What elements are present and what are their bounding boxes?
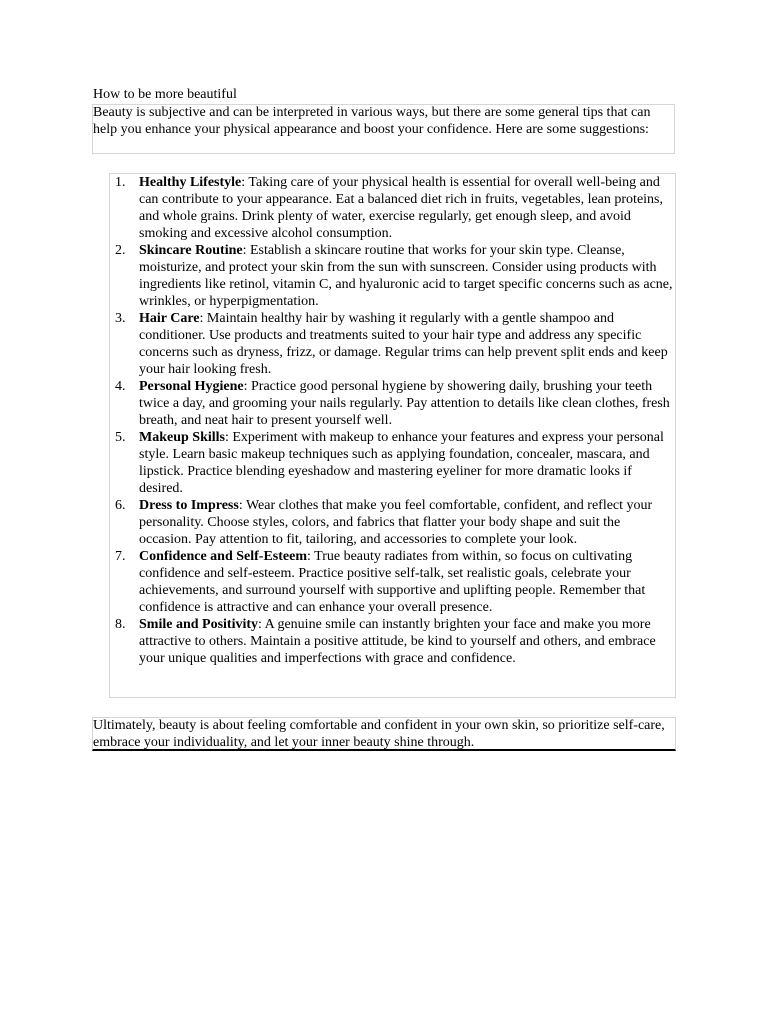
list-item <box>110 310 676 378</box>
list-item-body: : Maintain healthy hair by washing it regularly with a gentle shampoo and conditioner. Use products and treatments suited to your hair type and address any specific concerns such as dryness, frizz, or damage. Regular trims can help prevent split ends and keep your hair looking fresh. <box>139 311 668 377</box>
list-item-number: 7. <box>115 549 126 564</box>
list-item-heading: Healthy Lifestyle <box>139 175 242 190</box>
list-item-heading: Confidence and Self-Esteem <box>139 549 307 564</box>
tips-list <box>110 174 676 667</box>
list-item-heading: Smile and Positivity <box>139 617 259 632</box>
list-item-number: 3. <box>115 311 126 326</box>
list-item <box>110 497 676 548</box>
list-item-body: : True beauty radiates from within, so focus on cultivating confidence and self-esteem. Practice positive self-talk, set realistic goals, celebrate your achievements, and surround yourself with supportive and uplifting people. Remember that confidence is attractive and can enhance your overall presence. <box>139 549 646 615</box>
list-item <box>110 429 676 497</box>
list-item-body: : Practice good personal hygiene by showering daily, brushing your teeth twice a day, and grooming your nails regularly. Pay attention to details like clean clothes, fresh breath, and neat hair to present yourself well. <box>139 379 670 428</box>
list-item-heading: Dress to Impress <box>139 498 239 513</box>
list-item <box>110 616 676 667</box>
list-item-number: 2. <box>115 243 126 258</box>
list-item-number: 5. <box>115 430 126 445</box>
list-item-body: : A genuine smile can instantly brighten your face and make you more attractive to others. Maintain a positive attitude, be kind to yourself and others, and embrace your unique qualities and imperfections with grace and confidence. <box>139 617 656 666</box>
list-item <box>110 242 676 310</box>
list-item-body: : Experiment with makeup to enhance your features and express your personal style. Learn basic makeup techniques such as applying foundation, concealer, mascara, and lipstick. Practice blending eyeshadow and mastering eyeliner for more dramatic looks if desired. <box>139 430 664 496</box>
intro-paragraph: Beauty is subjective and can be interpreted in various ways, but there are some general tips that can help you enhance your physical appearance and boost your confidence. Here are some suggestions: <box>93 105 651 137</box>
list-item <box>110 548 676 616</box>
list-item-body: : Taking care of your physical health is essential for overall well-being and can contribute to your appearance. Eat a balanced diet rich in fruits, vegetables, lean proteins, and whole grains. Drink plenty of water, exercise regularly, get enough sleep, and avoid smoking and excessive alcohol consumption. <box>139 175 664 241</box>
list-item-body: : Wear clothes that make you feel comfortable, confident, and reflect your personality. Choose styles, colors, and fabrics that flatter your body shape and suit the occasion. Pay attention to fit, tailoring, and accessories to complete your look. <box>139 498 653 547</box>
list-item-number: 4. <box>115 379 126 394</box>
list-item-heading: Personal Hygiene <box>139 379 244 394</box>
list-item <box>110 378 676 429</box>
list-item-heading: Skincare Routine <box>139 243 243 258</box>
closing-paragraph: Ultimately, beauty is about feeling comfortable and confident in your own skin, so prioritize self-care, embrace your individuality, and let your inner beauty shine through. <box>93 718 665 750</box>
list-item-number: 6. <box>115 498 126 513</box>
list-item-heading: Hair Care <box>139 311 200 326</box>
list-item <box>110 174 676 242</box>
list-item-number: 1. <box>115 175 126 190</box>
list-item-number: 8. <box>115 617 126 632</box>
list-item-body: : Establish a skincare routine that works for your skin type. Cleanse, moisturize, and protect your skin from the sun with sunscreen. Consider using products with ingredients like retinol, vitamin C, and hyaluronic acid to target specific concerns such as acne, wrinkles, or hyperpigmentation. <box>139 243 673 309</box>
document-title: How to be more beautiful <box>93 87 237 102</box>
list-item-heading: Makeup Skills <box>139 430 225 445</box>
